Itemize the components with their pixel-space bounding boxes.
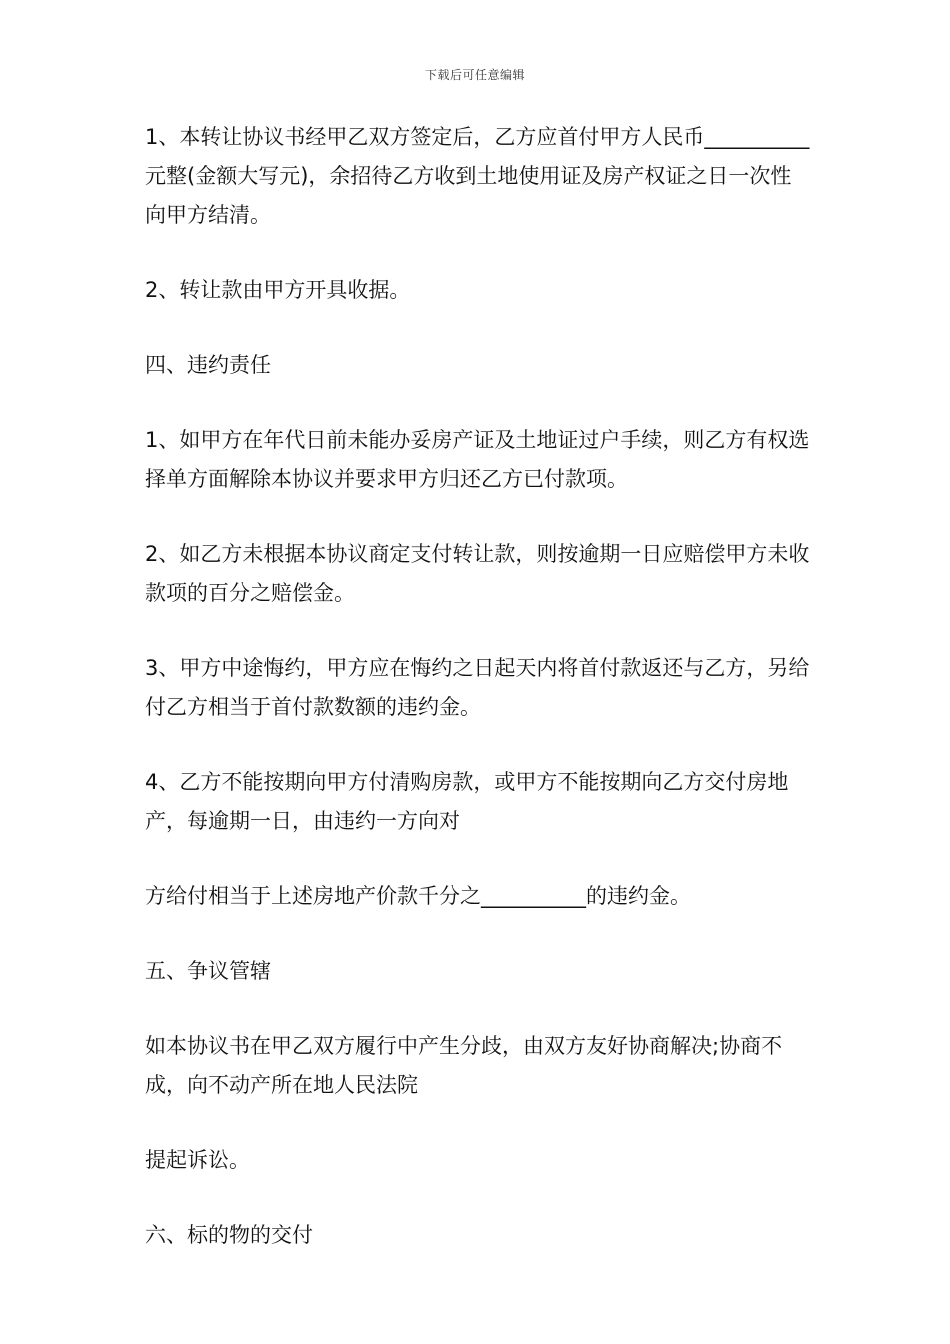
clause-breach-4: 4、乙方不能按期向甲方付清购房款，或甲方不能按期向乙方交付房地产，每逾期一日，由违约一方向对 [145, 770, 789, 833]
clause-breach-3: 3、甲方中途悔约，甲方应在悔约之日起天内将首付款返还与乙方，另给付乙方相当于首付款数额的违约金。 [145, 656, 810, 719]
page-header: 下载后可任意编辑 [424, 68, 525, 82]
clause-payment-1: 1、本转让协议书经甲乙双方签定后，乙方应首付甲方人民币__________元整(金额大写元)，余招待乙方收到土地使用证及房产权证之日一次性向甲方结清。 [145, 125, 810, 227]
clause-breach-2: 2、如乙方未根据本协议商定支付转让款，则按逾期一日应赔偿甲方未收款项的百分之赔偿金。 [145, 542, 810, 605]
clause-dispute: 如本协议书在甲乙双方履行中产生分歧，由双方友好协商解决;协商不成，向不动产所在地人民法院 [145, 1034, 783, 1097]
document-body [145, 118, 810, 1291]
section-heading-dispute: 五、争议管辖 [145, 959, 271, 983]
clause-breach-4-continued: 方给付相当于上述房地产价款千分之__________的违约金。 [145, 884, 691, 908]
clause-dispute-continued: 提起诉讼。 [145, 1148, 250, 1172]
section-heading-breach: 四、违约责任 [145, 353, 271, 377]
clause-breach-1: 1、如甲方在年代日前未能办妥房产证及土地证过户手续，则乙方有权选择单方面解除本协议并要求甲方归还乙方已付款项。 [145, 428, 810, 491]
clause-payment-2: 2、转让款由甲方开具收据。 [145, 278, 411, 302]
section-heading-delivery: 六、标的物的交付 [145, 1223, 313, 1247]
